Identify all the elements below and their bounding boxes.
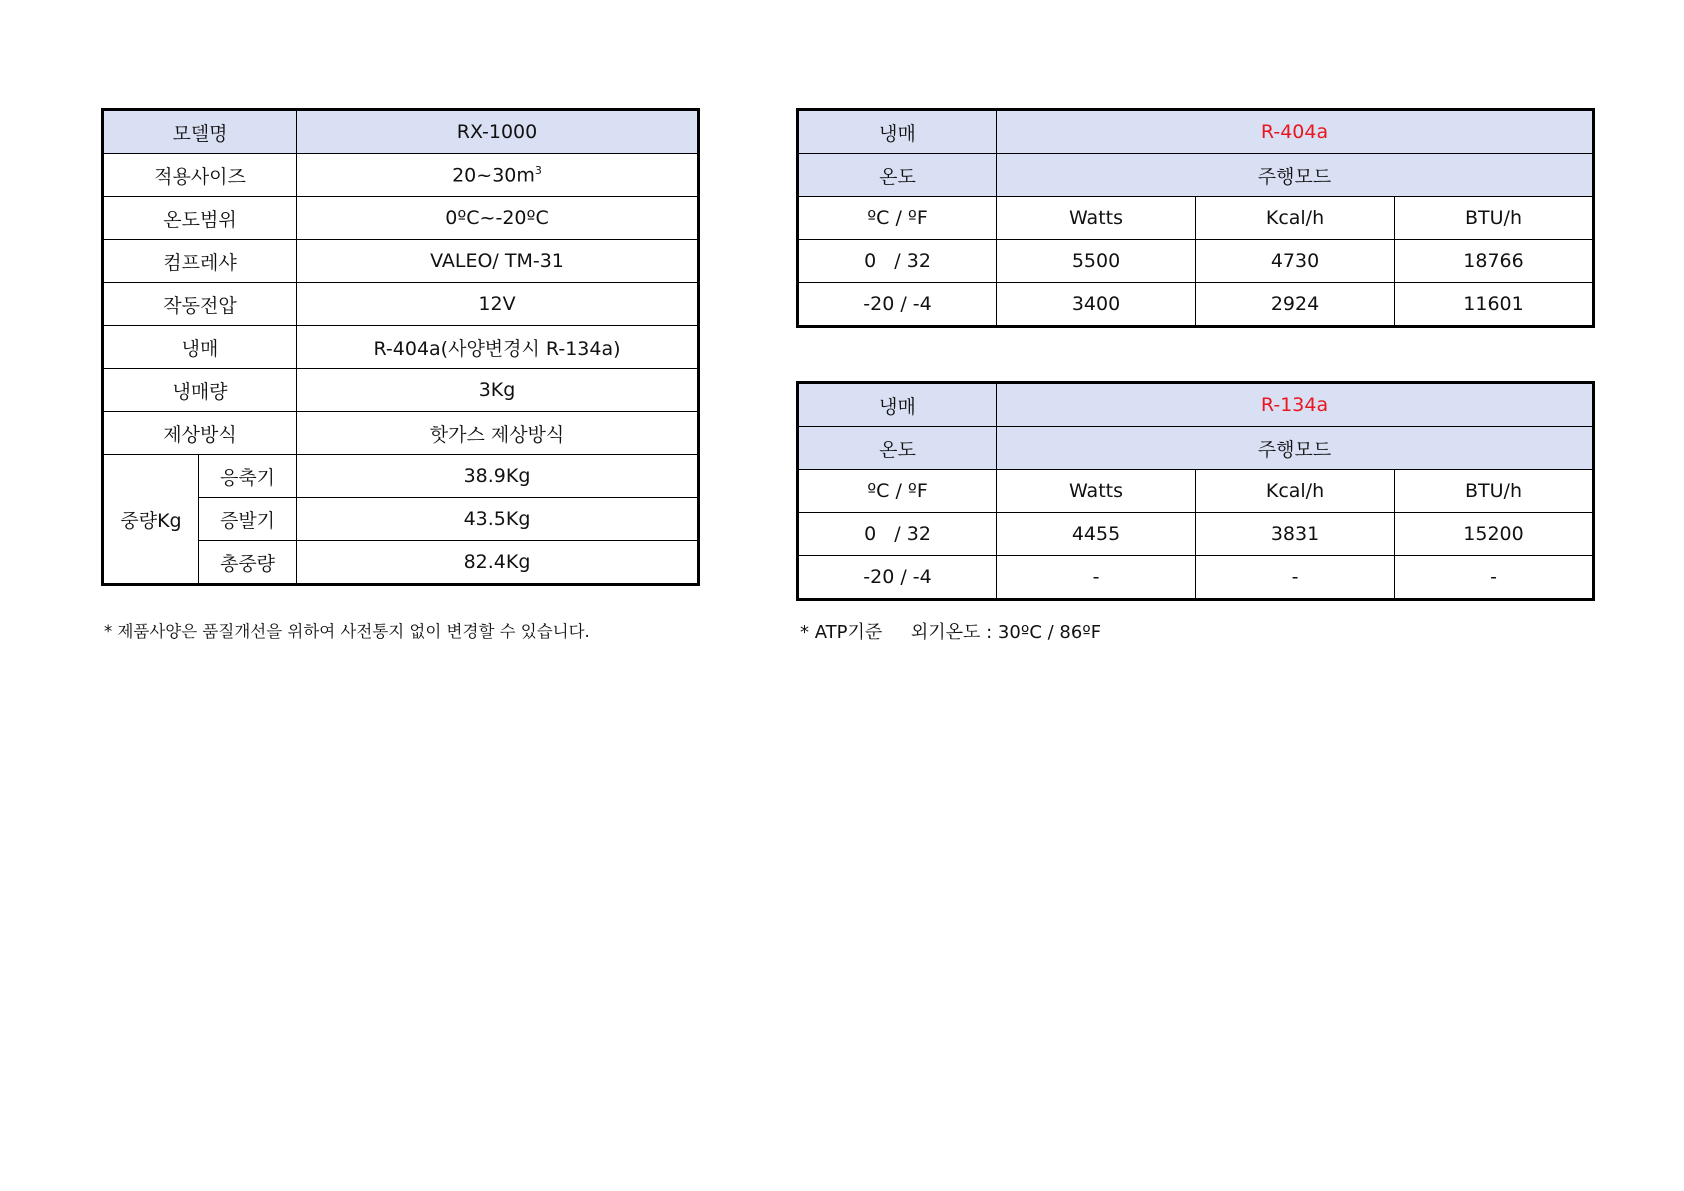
spec-row-temp-range	[103, 197, 699, 240]
perf-column-header-row	[798, 470, 1594, 513]
perf-refrigerant-row	[798, 383, 1594, 427]
spec-value: VALEO/ TM-31	[297, 240, 699, 283]
table-row	[798, 513, 1594, 556]
perf-cell: 4455	[997, 513, 1196, 556]
perf-cell: 5500	[997, 240, 1196, 283]
perf-cell: -	[997, 556, 1196, 600]
performance-table-r134a	[796, 381, 1595, 601]
performance-table-r404a	[796, 108, 1595, 328]
spec-row-refrigerant	[103, 326, 699, 369]
perf-column-header: Kcal/h	[1196, 470, 1395, 513]
spec-row-model	[103, 110, 699, 154]
weight-label: 총중량	[199, 541, 297, 585]
table-row	[798, 283, 1594, 327]
spec-label: 냉매	[103, 326, 297, 369]
perf-mode-row	[798, 154, 1594, 197]
perf-cell: 18766	[1395, 240, 1594, 283]
perf-column-header: Kcal/h	[1196, 197, 1395, 240]
spec-label: 제상방식	[103, 412, 297, 455]
perf-note: * ATP기준 외기온도 : 30ºC / 86ºF	[800, 622, 1102, 643]
table-row	[798, 556, 1594, 600]
perf-refrigerant-row	[798, 110, 1594, 154]
spec-value-sup: 3	[534, 163, 542, 177]
weight-group-label: 중량Kg	[103, 455, 199, 585]
perf-column-header: BTU/h	[1395, 470, 1594, 513]
perf-cell: 3400	[997, 283, 1196, 327]
perf-temp-label: 온도	[798, 427, 997, 470]
perf-column-header-row	[798, 197, 1594, 240]
spec-value: 12V	[297, 283, 699, 326]
spec-label: 적용사이즈	[103, 154, 297, 197]
spec-value: R-404a(사양변경시 R-134a)	[297, 326, 699, 369]
perf-column-header: ºC / ºF	[798, 197, 997, 240]
spec-row-refrigerant-amount	[103, 369, 699, 412]
perf-column-header: BTU/h	[1395, 197, 1594, 240]
perf-refrigerant-value: R-404a	[997, 110, 1594, 154]
perf-column-header: ºC / ºF	[798, 470, 997, 513]
perf-cell: 15200	[1395, 513, 1594, 556]
spec-value: RX-1000	[297, 110, 699, 154]
table-row	[798, 240, 1594, 283]
spec-row-compressor	[103, 240, 699, 283]
spec-value-cell	[297, 154, 699, 197]
perf-mode-row	[798, 427, 1594, 470]
perf-cell: -	[1196, 556, 1395, 600]
perf-refrigerant-label: 냉매	[798, 110, 997, 154]
perf-refrigerant-value: R-134a	[997, 383, 1594, 427]
perf-cell: -	[1395, 556, 1594, 600]
spec-value: 20~30m	[452, 164, 535, 187]
perf-refrigerant-label: 냉매	[798, 383, 997, 427]
perf-cell: 4730	[1196, 240, 1395, 283]
weight-value: 43.5Kg	[297, 498, 699, 541]
spec-table	[101, 108, 700, 586]
weight-label: 증발기	[199, 498, 297, 541]
spec-value: 0ºC~-20ºC	[297, 197, 699, 240]
perf-column-header: Watts	[997, 470, 1196, 513]
perf-cell: -20 / -4	[798, 283, 997, 327]
spec-value: 핫가스 제상방식	[297, 412, 699, 455]
perf-mode-label: 주행모드	[997, 427, 1594, 470]
spec-label: 온도범위	[103, 197, 297, 240]
spec-row-weight-condenser	[103, 455, 699, 498]
perf-temp-label: 온도	[798, 154, 997, 197]
perf-cell: 11601	[1395, 283, 1594, 327]
spec-row-size	[103, 154, 699, 197]
spec-label: 작동전압	[103, 283, 297, 326]
spec-value: 3Kg	[297, 369, 699, 412]
perf-cell: 0 / 32	[798, 513, 997, 556]
spec-row-defrost	[103, 412, 699, 455]
perf-mode-label: 주행모드	[997, 154, 1594, 197]
spec-label: 컴프레샤	[103, 240, 297, 283]
perf-cell: 2924	[1196, 283, 1395, 327]
spec-label: 냉매량	[103, 369, 297, 412]
spec-label: 모델명	[103, 110, 297, 154]
weight-value: 82.4Kg	[297, 541, 699, 585]
weight-value: 38.9Kg	[297, 455, 699, 498]
perf-column-header: Watts	[997, 197, 1196, 240]
perf-cell: 3831	[1196, 513, 1395, 556]
weight-label: 응축기	[199, 455, 297, 498]
spec-note: * 제품사양은 품질개선을 위하여 사전통지 없이 변경할 수 있습니다.	[104, 622, 590, 641]
perf-cell: 0 / 32	[798, 240, 997, 283]
perf-cell: -20 / -4	[798, 556, 997, 600]
spec-row-voltage	[103, 283, 699, 326]
